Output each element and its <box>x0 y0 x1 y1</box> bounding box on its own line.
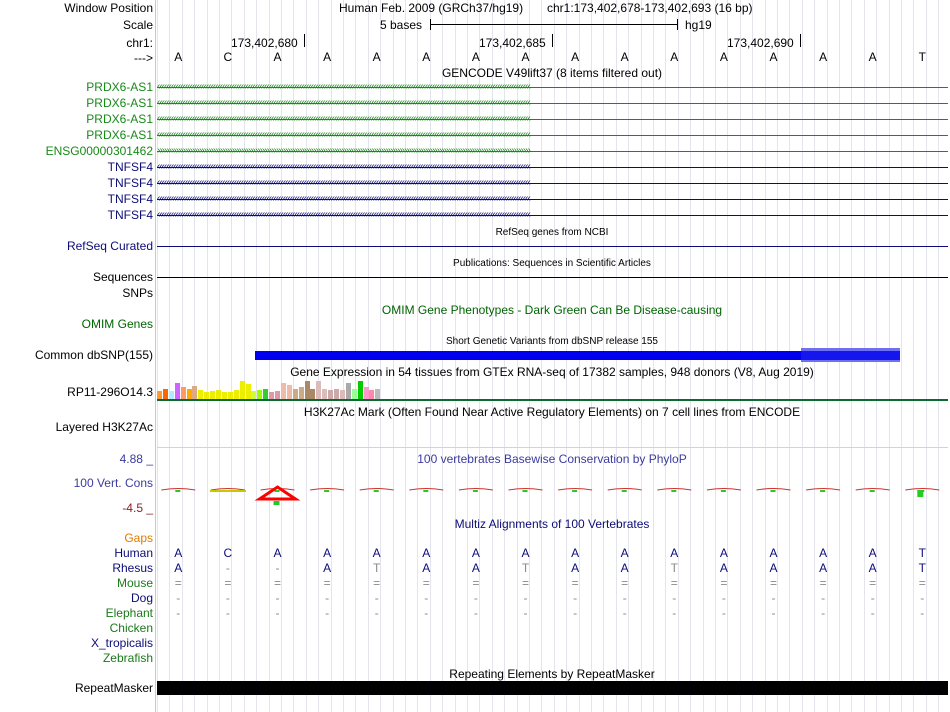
phylop-conserved-mark <box>771 490 776 492</box>
base-letter: A <box>620 50 629 64</box>
alignment-base: A <box>620 546 629 560</box>
base-letter: A <box>273 50 282 64</box>
alignment-base: - <box>870 591 875 605</box>
phylop-score-mark <box>707 489 741 491</box>
alignment-base: A <box>422 561 431 575</box>
alignment-base: = <box>571 576 579 590</box>
refseq-title: RefSeq genes from NCBI <box>495 227 609 238</box>
alignment-base: - <box>573 591 578 605</box>
alignment-base: T <box>918 546 926 560</box>
phylop-conserved-mark <box>473 490 478 492</box>
alignment-base: = <box>521 576 530 590</box>
pubs-title: Publications: Sequences in Scientific Articles <box>453 258 651 269</box>
refseq-label[interactable]: RefSeq Curated <box>66 239 153 253</box>
alignment-base: - <box>771 591 776 605</box>
alignment-base: = <box>819 576 827 590</box>
alignment-base: - <box>473 591 478 605</box>
alignment-base: A <box>174 561 183 575</box>
reverse-strand-arrows-icon: ‹‹‹‹‹‹‹‹‹‹‹‹‹‹‹‹‹‹‹‹‹‹‹‹‹‹‹‹‹‹‹‹‹‹‹‹‹‹‹‹‹‹‹‹‹‹‹‹‹‹‹‹‹‹‹‹‹‹‹‹‹‹‹‹‹‹‹‹‹‹‹‹‹‹‹‹‹‹‹‹‹‹‹‹‹‹‹‹‹‹‹‹‹‹‹‹‹‹‹‹‹‹‹‹‹‹‹‹‹‹‹‹‹‹‹‹‹‹‹‹‹‹‹‹‹‹‹‹‹‹‹‹‹‹‹‹‹‹‹‹‹‹‹‹‹‹‹‹‹‹‹‹‹‹‹‹‹‹‹‹ <box>157 81 530 92</box>
alignment-base: A <box>471 561 480 575</box>
alignment-base: T <box>521 561 530 575</box>
base-letter: A <box>719 50 728 64</box>
phylop-score-mark <box>757 489 791 491</box>
phylop-conserved-mark <box>721 490 726 492</box>
alignment-base: T <box>670 561 678 575</box>
base-letter: A <box>769 50 778 64</box>
strand-label[interactable]: ---> <box>134 51 153 65</box>
omim-label[interactable]: OMIM Genes <box>81 317 153 331</box>
alignment-base: A <box>868 546 877 560</box>
alignment-base: - <box>225 591 230 605</box>
reverse-strand-arrows-icon: ‹‹‹‹‹‹‹‹‹‹‹‹‹‹‹‹‹‹‹‹‹‹‹‹‹‹‹‹‹‹‹‹‹‹‹‹‹‹‹‹‹‹‹‹‹‹‹‹‹‹‹‹‹‹‹‹‹‹‹‹‹‹‹‹‹‹‹‹‹‹‹‹‹‹‹‹‹‹‹‹‹‹‹‹‹‹‹‹‹‹‹‹‹‹‹‹‹‹‹‹‹‹‹‹‹‹‹‹‹‹‹‹‹‹‹‹‹‹‹‹‹‹‹‹‹‹‹‹‹‹‹‹‹‹‹‹‹‹‹‹‹‹‹‹‹‹‹‹‹‹‹‹‹‹‹‹‹‹‹‹ <box>157 113 530 124</box>
base-letter: A <box>422 50 431 64</box>
alignment-base: - <box>523 591 528 605</box>
alignment-base: = <box>869 576 877 590</box>
base-letter: T <box>918 50 926 64</box>
alignment-base: A <box>521 546 530 560</box>
alignment-base: = <box>422 576 430 590</box>
reverse-strand-arrows-icon: ‹‹‹‹‹‹‹‹‹‹‹‹‹‹‹‹‹‹‹‹‹‹‹‹‹‹‹‹‹‹‹‹‹‹‹‹‹‹‹‹‹‹‹‹‹‹‹‹‹‹‹‹‹‹‹‹‹‹‹‹‹‹‹‹‹‹‹‹‹‹‹‹‹‹‹‹‹‹‹‹‹‹‹‹‹‹‹‹‹‹‹‹‹‹‹‹‹‹‹‹‹‹‹‹‹‹‹‹‹‹‹‹‹‹‹‹‹‹‹‹‹‹‹‹‹‹‹‹‹‹‹‹‹‹‹‹‹‹‹‹‹‹‹‹‹‹‹‹‹‹‹‹‹‹‹‹‹‹‹‹ <box>157 193 530 204</box>
alignment-base: A <box>719 546 728 560</box>
alignment-base: = <box>720 576 728 590</box>
alignment-base: = <box>670 576 678 590</box>
reverse-strand-arrows-icon: ‹‹‹‹‹‹‹‹‹‹‹‹‹‹‹‹‹‹‹‹‹‹‹‹‹‹‹‹‹‹‹‹‹‹‹‹‹‹‹‹‹‹‹‹‹‹‹‹‹‹‹‹‹‹‹‹‹‹‹‹‹‹‹‹‹‹‹‹‹‹‹‹‹‹‹‹‹‹‹‹‹‹‹‹‹‹‹‹‹‹‹‹‹‹‹‹‹‹‹‹‹‹‹‹‹‹‹‹‹‹‹‹‹‹‹‹‹‹‹‹‹‹‹‹‹‹‹‹‹‹‹‹‹‹‹‹‹‹‹‹‹‹‹‹‹‹‹‹‹‹‹‹‹‹‹‹‹‹‹‹ <box>157 97 530 108</box>
reverse-strand-arrows-icon: ‹‹‹‹‹‹‹‹‹‹‹‹‹‹‹‹‹‹‹‹‹‹‹‹‹‹‹‹‹‹‹‹‹‹‹‹‹‹‹‹‹‹‹‹‹‹‹‹‹‹‹‹‹‹‹‹‹‹‹‹‹‹‹‹‹‹‹‹‹‹‹‹‹‹‹‹‹‹‹‹‹‹‹‹‹‹‹‹‹‹‹‹‹‹‹‹‹‹‹‹‹‹‹‹‹‹‹‹‹‹‹‹‹‹‹‹‹‹‹‹‹‹‹‹‹‹‹‹‹‹‹‹‹‹‹‹‹‹‹‹‹‹‹‹‹‹‹‹‹‹‹‹‹‹‹‹‹‹‹‹ <box>157 177 530 188</box>
alignment-base: - <box>870 606 875 620</box>
phylop-conserved-mark <box>175 490 180 492</box>
gencode-gene-label[interactable]: TNFSF4 <box>107 192 153 206</box>
dbsnp-label[interactable]: Common dbSNP(155) <box>34 348 153 362</box>
phylop-conserved-mark <box>572 490 577 492</box>
position-label: chr1:173,402,678-173,402,693 (16 bp) <box>547 1 753 15</box>
alignment-base: - <box>424 606 429 620</box>
alignment-base: = <box>224 576 232 590</box>
phylop-ymin: -4.5 _ <box>122 501 153 515</box>
species-label[interactable]: Elephant <box>105 606 153 620</box>
alignment-base: A <box>868 561 877 575</box>
alignment-base: A <box>323 561 332 575</box>
alignment-base: - <box>374 606 379 620</box>
reverse-strand-arrows-icon: ‹‹‹‹‹‹‹‹‹‹‹‹‹‹‹‹‹‹‹‹‹‹‹‹‹‹‹‹‹‹‹‹‹‹‹‹‹‹‹‹‹‹‹‹‹‹‹‹‹‹‹‹‹‹‹‹‹‹‹‹‹‹‹‹‹‹‹‹‹‹‹‹‹‹‹‹‹‹‹‹‹‹‹‹‹‹‹‹‹‹‹‹‹‹‹‹‹‹‹‹‹‹‹‹‹‹‹‹‹‹‹‹‹‹‹‹‹‹‹‹‹‹‹‹‹‹‹‹‹‹‹‹‹‹‹‹‹‹‹‹‹‹‹‹‹‹‹‹‹‹‹‹‹‹‹‹‹‹‹‹ <box>157 129 530 140</box>
reverse-strand-arrows-icon: ‹‹‹‹‹‹‹‹‹‹‹‹‹‹‹‹‹‹‹‹‹‹‹‹‹‹‹‹‹‹‹‹‹‹‹‹‹‹‹‹‹‹‹‹‹‹‹‹‹‹‹‹‹‹‹‹‹‹‹‹‹‹‹‹‹‹‹‹‹‹‹‹‹‹‹‹‹‹‹‹‹‹‹‹‹‹‹‹‹‹‹‹‹‹‹‹‹‹‹‹‹‹‹‹‹‹‹‹‹‹‹‹‹‹‹‹‹‹‹‹‹‹‹‹‹‹‹‹‹‹‹‹‹‹‹‹‹‹‹‹‹‹‹‹‹‹‹‹‹‹‹‹‹‹‹‹‹‹‹‹ <box>157 209 530 220</box>
alignment-base: T <box>918 561 926 575</box>
phylop-score-mark <box>211 489 245 491</box>
alignment-base: A <box>273 546 282 560</box>
base-letter: A <box>571 50 580 64</box>
alignment-base: - <box>622 606 627 620</box>
scale-text: 5 bases <box>380 18 423 32</box>
alignment-base: A <box>769 561 778 575</box>
species-label[interactable]: Rhesus <box>112 561 153 575</box>
base-letter: A <box>323 50 332 64</box>
coord-label-3: 173,402,690 <box>727 36 794 50</box>
alignment-base: - <box>672 591 677 605</box>
alignment-base: A <box>174 546 183 560</box>
reverse-strand-arrows-icon: ‹‹‹‹‹‹‹‹‹‹‹‹‹‹‹‹‹‹‹‹‹‹‹‹‹‹‹‹‹‹‹‹‹‹‹‹‹‹‹‹‹‹‹‹‹‹‹‹‹‹‹‹‹‹‹‹‹‹‹‹‹‹‹‹‹‹‹‹‹‹‹‹‹‹‹‹‹‹‹‹‹‹‹‹‹‹‹‹‹‹‹‹‹‹‹‹‹‹‹‹‹‹‹‹‹‹‹‹‹‹‹‹‹‹‹‹‹‹‹‹‹‹‹‹‹‹‹‹‹‹‹‹‹‹‹‹‹‹‹‹‹‹‹‹‹‹‹‹‹‹‹‹‹‹‹‹‹‹‹‹ <box>157 161 530 172</box>
base-letter: A <box>868 50 877 64</box>
gaps-label[interactable]: Gaps <box>124 531 153 545</box>
species-label[interactable]: Chicken <box>109 621 153 635</box>
gencode-gene-label[interactable]: PRDX6-AS1 <box>86 96 153 110</box>
alignment-base: = <box>273 576 282 590</box>
gencode-gene-label[interactable]: TNFSF4 <box>107 176 153 190</box>
alignment-base: A <box>670 546 679 560</box>
alignment-base: = <box>472 576 480 590</box>
gencode-gene-label[interactable]: TNFSF4 <box>107 208 153 222</box>
gencode-gene-label[interactable]: TNFSF4 <box>107 160 153 174</box>
alignment-base: T <box>373 561 381 575</box>
base-letter: A <box>670 50 679 64</box>
alignment-base: - <box>721 606 726 620</box>
dbsnp-title: Short Genetic Variants from dbSNP release 155 <box>446 336 658 347</box>
alignment-base: - <box>275 591 280 605</box>
alignment-base: A <box>620 561 629 575</box>
scale-label[interactable]: Scale <box>122 18 153 32</box>
phylop-score-mark <box>806 489 840 491</box>
phylop-conserved-mark <box>423 490 428 492</box>
phylop-conserved-mark <box>523 490 528 492</box>
alignment-base: A <box>769 546 778 560</box>
phylop-score-mark <box>459 489 493 491</box>
alignment-base: = <box>373 576 381 590</box>
species-label[interactable]: X_tropicalis <box>90 636 153 650</box>
phylop-conserved-mark <box>622 490 627 492</box>
alignment-base: - <box>473 606 478 620</box>
phylop-score-mark <box>360 489 394 491</box>
alignment-base: A <box>819 546 828 560</box>
rmsk-block[interactable] <box>157 681 948 695</box>
phylop-label[interactable]: 100 Vert. Cons <box>73 476 153 490</box>
species-label[interactable]: Mouse <box>116 576 153 590</box>
alignment-base: - <box>821 606 826 620</box>
forward-strand-arrows-icon: ›››››››››››››››››››››››››››››››››››››››››››››››››››››››››››››››››››››››››››››››››››››››››››››››››››››››››››››››››››››››››››››››››››››››››››››››››››››››››››››››› <box>157 145 530 156</box>
phylop-conserved-mark <box>324 490 329 492</box>
alignment-base: - <box>325 591 330 605</box>
phylop-last-green-mark <box>917 490 923 497</box>
gencode-gene-label[interactable]: PRDX6-AS1 <box>86 128 153 142</box>
alignment-base: A <box>571 561 580 575</box>
alignment-base: - <box>721 591 726 605</box>
alignment-base: A <box>323 546 332 560</box>
phylop-peak-mark <box>260 487 296 499</box>
base-letter: A <box>471 50 480 64</box>
alignment-base: - <box>275 606 280 620</box>
alignment-base: A <box>372 546 381 560</box>
alignment-base: A <box>422 546 431 560</box>
alignment-base: = <box>621 576 629 590</box>
phylop-score-mark <box>856 489 890 491</box>
species-label[interactable]: Dog <box>130 591 153 605</box>
phylop-conserved-mark <box>870 490 875 492</box>
phylop-peak-green-mark <box>274 501 280 505</box>
alignment-base: - <box>176 606 181 620</box>
base-letter: A <box>174 50 183 64</box>
alignment-base: - <box>771 606 776 620</box>
coord-label-2: 173,402,685 <box>479 36 546 50</box>
phylop-score-mark <box>161 489 195 491</box>
alignment-base: - <box>275 561 280 575</box>
omim-title: OMIM Gene Phenotypes - Dark Green Can Be Disease-causing <box>381 303 723 317</box>
alignment-base: = <box>769 576 778 590</box>
gencode-gene-label[interactable]: PRDX6-AS1 <box>86 112 153 126</box>
phylop-score-mark <box>905 489 939 491</box>
phylop-conserved-mark <box>671 490 676 492</box>
phylop-score-mark <box>608 489 642 491</box>
alignment-base: - <box>920 591 925 605</box>
h3k27ac-label[interactable]: Layered H3K27Ac <box>55 420 153 434</box>
phylop-score-mark <box>558 489 592 491</box>
alignment-base: - <box>225 561 230 575</box>
phylop-score-mark <box>409 489 443 491</box>
db-label: hg19 <box>685 18 712 32</box>
alignment-base: - <box>622 591 627 605</box>
h3k27ac-title: H3K27Ac Mark (Often Found Near Active Regulatory Elements) on 7 cell lines from ENCODE <box>303 405 801 419</box>
species-label[interactable]: Human <box>114 546 153 560</box>
gtex-title: Gene Expression in 54 tissues from GTEx RNA-seq of 17382 samples, 948 donors (V8, Aug 2019) <box>290 365 814 379</box>
pubs-label[interactable]: Sequences <box>92 270 153 284</box>
phylop-score-mark <box>310 489 344 491</box>
alignment-base: - <box>573 606 578 620</box>
alignment-base: - <box>424 591 429 605</box>
alignment-base: A <box>471 546 480 560</box>
gtex-label[interactable]: RP11-296O14.3 <box>67 385 153 399</box>
base-letter: A <box>521 50 530 64</box>
alignment-base: - <box>325 606 330 620</box>
gencode-gene-label[interactable]: ENSG00000301462 <box>45 144 153 158</box>
phylop-conserved-mark <box>374 490 379 492</box>
alignment-base: = <box>918 576 926 590</box>
phylop-ymax: 4.88 _ <box>119 452 153 466</box>
alignment-base: C <box>223 546 233 560</box>
phylop-score-mark <box>509 489 543 491</box>
base-letter: A <box>372 50 381 64</box>
multiz-title: Multiz Alignments of 100 Vertebrates <box>454 517 650 531</box>
snps-label[interactable]: SNPs <box>122 286 153 300</box>
base-letter: C <box>223 50 233 64</box>
base-letter: A <box>819 50 828 64</box>
gencode-gene-label[interactable]: PRDX6-AS1 <box>86 80 153 94</box>
phylop-score-mark <box>657 489 691 491</box>
alignment-base: - <box>523 606 528 620</box>
alignment-base: - <box>672 606 677 620</box>
rmsk-title: Repeating Elements by RepeatMasker <box>449 667 655 681</box>
alignment-base: A <box>719 561 728 575</box>
alignment-base: = <box>174 576 182 590</box>
phylop-conserved-mark <box>820 490 825 492</box>
species-label[interactable]: Zebrafish <box>102 651 153 665</box>
alignment-base: A <box>571 546 580 560</box>
assembly-label: Human Feb. 2009 (GRCh37/hg19) <box>339 1 524 15</box>
alignment-base: - <box>176 591 181 605</box>
alignment-base: - <box>920 606 925 620</box>
rmsk-label[interactable]: RepeatMasker <box>74 681 153 695</box>
alignment-base: - <box>225 606 230 620</box>
alignment-base: A <box>819 561 828 575</box>
alignment-base: = <box>323 576 331 590</box>
alignment-base: - <box>821 591 826 605</box>
gencode-title: GENCODE V49lift37 (8 items filtered out) <box>441 66 663 80</box>
phylop-title: 100 vertebrates Basewise Conservation by PhyloP <box>417 452 687 466</box>
window-position-label[interactable]: Window Position <box>64 1 153 15</box>
chrom-label[interactable]: chr1: <box>126 36 153 50</box>
alignment-base: - <box>374 591 379 605</box>
coord-label-1: 173,402,680 <box>231 36 298 50</box>
